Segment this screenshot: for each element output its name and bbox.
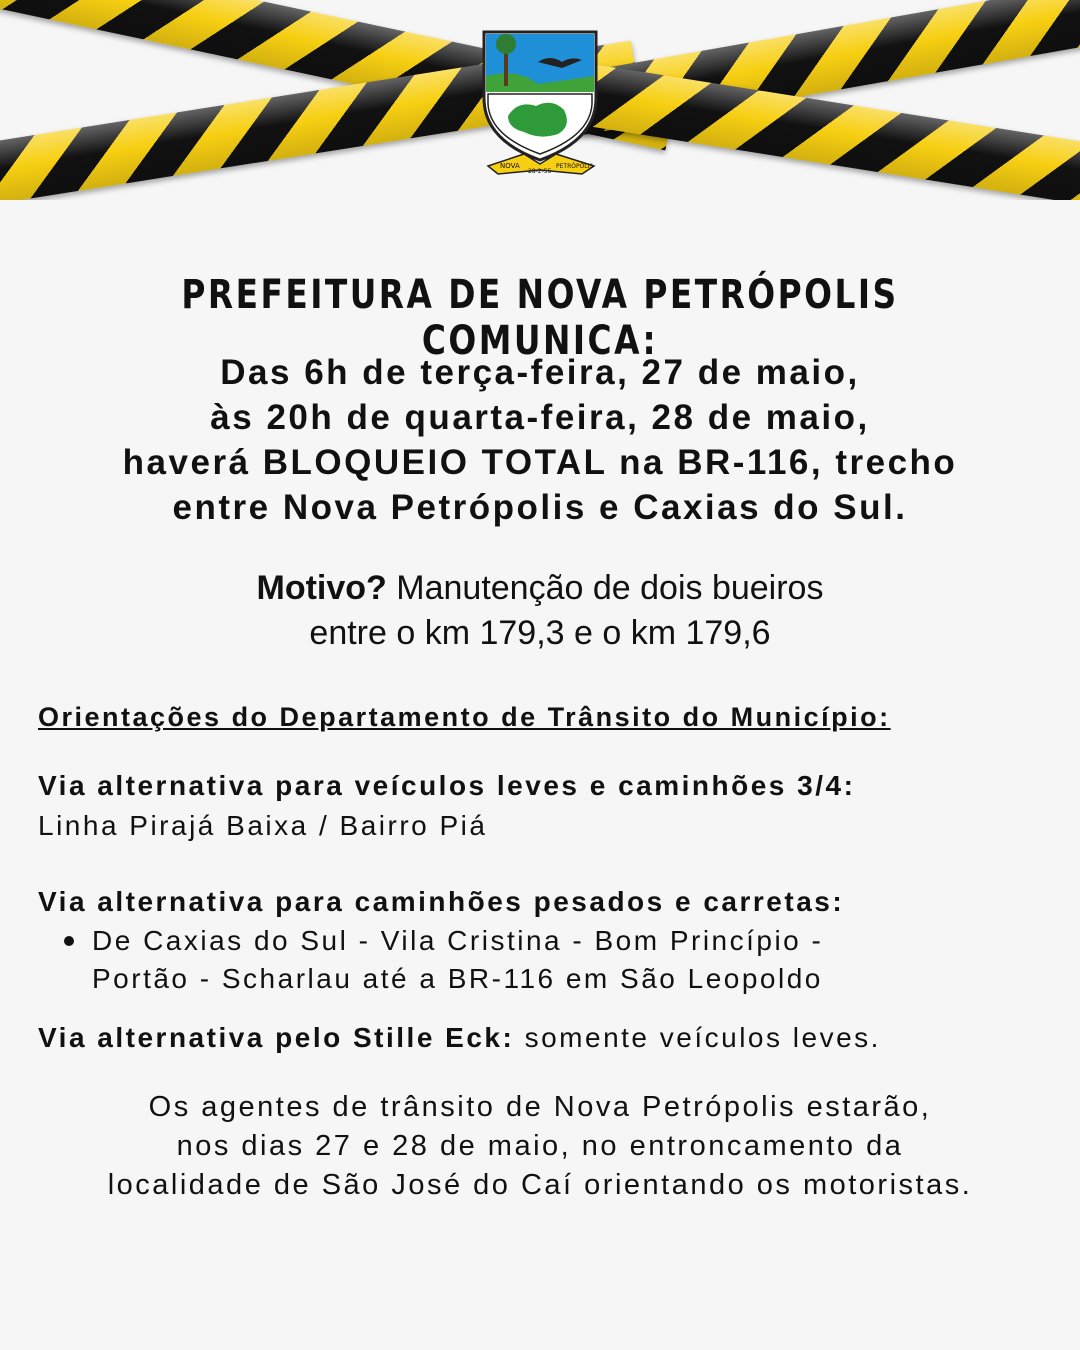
municipal-crest-icon bbox=[478, 28, 602, 176]
footer-note bbox=[20, 1088, 1060, 1205]
footer-line: localidade de São José do Caí orientando os motoristas. bbox=[107, 1169, 973, 1201]
closure-announcement bbox=[40, 350, 1040, 530]
heavy-route-label: Via alternativa para caminhões pesados e carretas: bbox=[38, 886, 845, 917]
stille-route-value: somente veículos leves. bbox=[524, 1022, 881, 1053]
closure-line: Das 6h de terça-feira, 27 de maio, bbox=[220, 353, 860, 392]
svg-text:28-2-55: 28-2-55 bbox=[528, 168, 552, 175]
heavy-route-line: De Caxias do Sul - Vila Cristina - Bom Princípio - bbox=[92, 925, 824, 956]
reason-line: Manutenção de dois bueiros bbox=[396, 569, 824, 607]
footer-line: nos dias 27 e 28 de maio, no entroncamento da bbox=[176, 1130, 904, 1162]
light-vehicle-route bbox=[38, 766, 855, 846]
page-title: PREFEITURA DE NOVA PETRÓPOLIS COMUNICA: bbox=[181, 272, 899, 364]
heavy-route-line: Portão - Scharlau até a BR-116 em São Leopoldo bbox=[92, 963, 823, 994]
heavy-route-path bbox=[92, 922, 992, 998]
closure-line: haverá BLOQUEIO TOTAL na BR-116, trecho bbox=[122, 443, 958, 482]
closure-line: às 20h de quarta-feira, 28 de maio, bbox=[210, 398, 870, 437]
light-route-value: Linha Pirajá Baixa / Bairro Piá bbox=[38, 810, 488, 841]
reason-block bbox=[40, 566, 1040, 656]
light-route-label: Via alternativa para veículos leves e caminhões 3/4: bbox=[38, 770, 856, 801]
reason-label: Motivo? bbox=[256, 569, 387, 607]
stille-route-label: Via alternativa pelo Stille Eck: bbox=[38, 1022, 515, 1053]
svg-text:PETRÓPOLIS: PETRÓPOLIS bbox=[556, 163, 594, 170]
bullet-dot-icon bbox=[64, 936, 74, 946]
footer-line: Os agentes de trânsito de Nova Petrópolis estarão, bbox=[148, 1091, 932, 1123]
reason-line: entre o km 179,3 e o km 179,6 bbox=[309, 614, 771, 652]
stille-eck-route bbox=[38, 1018, 881, 1058]
guidance-title: Orientações do Departamento de Trânsito do Município: bbox=[38, 702, 891, 732]
closure-line: entre Nova Petrópolis e Caxias do Sul. bbox=[172, 488, 908, 527]
svg-text:NOVA: NOVA bbox=[500, 162, 520, 170]
heavy-vehicle-route bbox=[38, 882, 844, 922]
